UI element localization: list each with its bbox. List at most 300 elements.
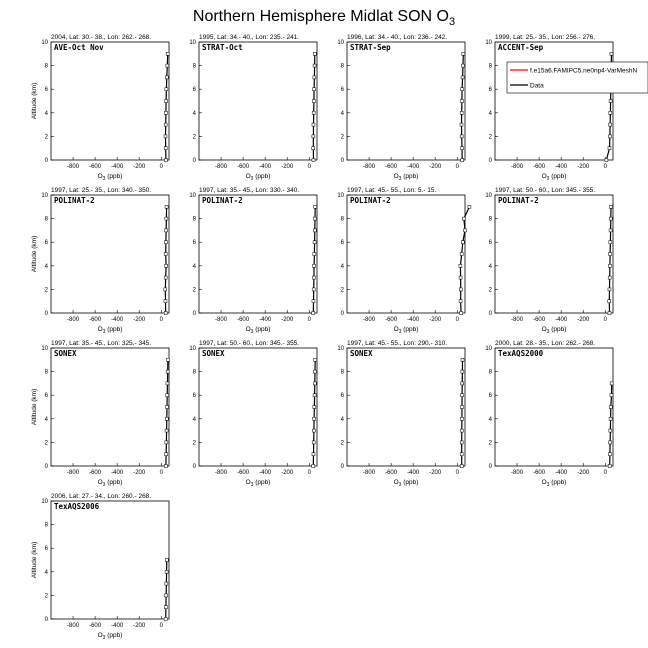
y-tick-label: 2 <box>44 440 48 447</box>
data-point <box>166 394 169 397</box>
panel-header: 1997, Lat: 45.- 55., Lon: 5.- 15. <box>347 187 437 194</box>
data-point <box>164 111 167 114</box>
x-tick-label: -400 <box>111 164 124 170</box>
y-tick-label: 8 <box>340 369 344 376</box>
data-point <box>609 100 612 103</box>
data-point <box>164 159 167 162</box>
y-tick-label: 6 <box>488 87 492 94</box>
y-tick-label: 0 <box>44 617 48 623</box>
x-tick-label: -400 <box>407 317 420 323</box>
data-point <box>609 417 612 420</box>
y-tick-label: 2 <box>44 287 48 294</box>
data-point <box>165 594 168 597</box>
x-axis-label: $O_3$ (ppb) <box>245 479 271 488</box>
data-point <box>460 417 463 420</box>
x-tick-label: 0 <box>159 317 163 323</box>
y-tick-label: 10 <box>485 193 492 199</box>
data-point <box>608 312 611 315</box>
data-point <box>312 429 315 432</box>
panel-header: 1995, Lat: 34.- 40., Lon: 235.- 241. <box>199 34 300 41</box>
data-point <box>313 406 316 409</box>
data-point <box>460 123 463 126</box>
panel-campaign-label: ACCENT-Sep <box>498 43 544 52</box>
y-tick-label: 8 <box>44 369 48 376</box>
x-tick-label: -800 <box>363 470 376 476</box>
x-tick-label: -800 <box>67 470 80 476</box>
y-tick-label: 10 <box>189 346 196 352</box>
data-point <box>164 606 167 609</box>
data-point <box>164 253 167 256</box>
data-point <box>460 429 463 432</box>
x-tick-label: -800 <box>67 623 80 629</box>
data-point <box>165 559 168 562</box>
x-tick-label: -200 <box>133 470 146 476</box>
panel-campaign-label: POLINAT-2 <box>350 196 391 205</box>
data-point <box>608 465 611 468</box>
data-point <box>459 288 462 291</box>
y-tick-label: 0 <box>44 464 48 470</box>
x-tick-label: -800 <box>511 317 524 323</box>
data-point <box>608 264 611 267</box>
panel-campaign-label: POLINAT-2 <box>498 196 539 205</box>
panel-9 <box>31 340 169 488</box>
data-point <box>459 264 462 267</box>
x-tick-label: 0 <box>455 164 459 170</box>
data-point <box>608 276 611 279</box>
x-tick-label: -600 <box>533 317 546 323</box>
data-point <box>460 312 463 315</box>
y-axis-label: Altitude (km) <box>31 541 38 579</box>
y-tick-label: 8 <box>192 63 196 70</box>
data-point <box>164 276 167 279</box>
x-tick-label: -800 <box>363 317 376 323</box>
y-tick-label: 4 <box>488 263 492 270</box>
x-tick-label: -600 <box>237 317 250 323</box>
y-tick-label: 4 <box>44 110 48 117</box>
panel-frame <box>495 42 613 160</box>
y-tick-label: 0 <box>192 158 196 164</box>
data-point <box>609 406 612 409</box>
data-point <box>608 300 611 303</box>
panel-header: 1997, Lat: 50.- 60., Lon: 345.- 355. <box>495 187 596 194</box>
data-point <box>460 135 463 138</box>
y-tick-label: 8 <box>488 369 492 376</box>
x-tick-label: -600 <box>385 470 398 476</box>
x-tick-label: -200 <box>577 164 590 170</box>
data-point <box>314 370 317 373</box>
x-tick-label: -600 <box>89 317 102 323</box>
data-point <box>166 406 169 409</box>
data-point <box>313 394 316 397</box>
data-point <box>609 441 612 444</box>
x-tick-label: -800 <box>215 164 228 170</box>
y-tick-label: 6 <box>44 87 48 94</box>
y-tick-label: 6 <box>488 240 492 247</box>
data-point <box>312 276 315 279</box>
data-line <box>165 207 166 313</box>
data-point <box>164 300 167 303</box>
panel-frame <box>51 195 169 313</box>
x-tick-label: -200 <box>577 317 590 323</box>
data-point <box>164 123 167 126</box>
x-tick-label: -400 <box>259 164 272 170</box>
data-point <box>164 618 167 621</box>
x-tick-label: -600 <box>89 623 102 629</box>
panel-frame <box>199 42 317 160</box>
x-tick-label: -200 <box>281 470 294 476</box>
y-tick-label: 2 <box>44 134 48 141</box>
panel-header: 1997, Lat: 35.- 45., Lon: 330.- 340. <box>199 187 300 194</box>
data-point <box>610 394 613 397</box>
y-tick-label: 10 <box>337 193 344 199</box>
data-line <box>462 54 464 160</box>
y-tick-label: 2 <box>340 440 344 447</box>
panel-3 <box>337 34 465 182</box>
x-tick-label: -400 <box>555 164 568 170</box>
data-point <box>165 453 168 456</box>
x-tick-label: 0 <box>307 470 311 476</box>
data-point <box>164 135 167 138</box>
data-point <box>312 111 315 114</box>
x-tick-label: 0 <box>159 164 163 170</box>
x-tick-label: 0 <box>455 317 459 323</box>
y-tick-label: 2 <box>488 440 492 447</box>
data-point <box>468 205 471 208</box>
y-tick-label: 2 <box>340 287 344 294</box>
x-axis-label: $O_3$ (ppb) <box>97 326 123 335</box>
data-point <box>166 52 169 55</box>
data-point <box>313 253 316 256</box>
x-tick-label: -200 <box>429 470 442 476</box>
data-point <box>312 441 315 444</box>
panel-header: 1997, Lat: 45.- 55., Lon: 290.- 310. <box>347 340 448 347</box>
panel-frame <box>347 348 465 466</box>
x-axis-label: $O_3$ (ppb) <box>541 173 567 182</box>
data-point <box>609 253 612 256</box>
y-tick-label: 10 <box>41 193 48 199</box>
x-tick-label: -600 <box>237 470 250 476</box>
y-tick-label: 4 <box>44 569 48 576</box>
panel-4 <box>485 34 648 182</box>
y-tick-label: 4 <box>44 263 48 270</box>
y-tick-label: 2 <box>488 134 492 141</box>
data-point <box>461 382 464 385</box>
x-tick-label: -800 <box>511 470 524 476</box>
y-tick-label: 8 <box>192 369 196 376</box>
x-tick-label: -200 <box>429 317 442 323</box>
panel-header: 1997, Lat: 25.- 35., Lon: 340.- 350. <box>51 187 152 194</box>
x-axis-label: $O_3$ (ppb) <box>245 326 271 335</box>
x-tick-label: -400 <box>259 470 272 476</box>
x-tick-label: 0 <box>603 164 607 170</box>
data-point <box>609 111 612 114</box>
data-point <box>165 229 168 232</box>
x-axis-label: $O_3$ (ppb) <box>393 173 419 182</box>
panel-frame <box>51 42 169 160</box>
x-tick-label: -800 <box>215 317 228 323</box>
data-point <box>605 159 608 162</box>
data-point <box>313 382 316 385</box>
panel-header: 2000, Lat: 28.- 35., Lon: 262.- 268. <box>495 340 596 347</box>
x-tick-label: -400 <box>555 317 568 323</box>
data-point <box>610 52 613 55</box>
panel-frame <box>347 195 465 313</box>
x-tick-label: -200 <box>133 164 146 170</box>
data-point <box>312 312 315 315</box>
y-tick-label: 0 <box>44 311 48 317</box>
data-line <box>313 207 315 313</box>
data-point <box>610 205 613 208</box>
panel-frame <box>51 348 169 466</box>
y-tick-label: 4 <box>340 110 344 117</box>
panel-campaign-label: POLINAT-2 <box>202 196 243 205</box>
data-point <box>461 76 464 79</box>
data-point <box>164 241 167 244</box>
data-point <box>313 88 316 91</box>
x-axis-label: $O_3$ (ppb) <box>97 173 123 182</box>
data-point <box>165 582 168 585</box>
data-point <box>164 147 167 150</box>
data-point <box>312 123 315 126</box>
x-tick-label: 0 <box>159 470 163 476</box>
data-point <box>312 465 315 468</box>
panel-header: 1996, Lat: 34.- 40., Lon: 236.- 242. <box>347 34 448 41</box>
y-tick-label: 2 <box>44 593 48 600</box>
panel-header: 2004, Lat: 30.- 38., Lon: 262.- 268. <box>51 34 152 41</box>
y-tick-label: 2 <box>340 134 344 141</box>
data-point <box>165 205 168 208</box>
panel-header: 1997, Lat: 50.- 60., Lon: 345.- 355. <box>199 340 300 347</box>
data-line <box>313 54 315 160</box>
data-point <box>165 100 168 103</box>
data-point <box>609 123 612 126</box>
data-point <box>313 264 316 267</box>
legend-label: Data <box>530 82 544 90</box>
panel-campaign-label: STRAT-Sep <box>350 43 391 52</box>
x-axis-label: $O_3$ (ppb) <box>245 173 271 182</box>
y-tick-label: 10 <box>337 346 344 352</box>
figure-title-text: Northern Hemisphere Midlat SON O <box>192 8 449 25</box>
data-line <box>609 207 611 313</box>
data-point <box>461 358 464 361</box>
data-point <box>313 229 316 232</box>
data-point <box>165 417 168 420</box>
data-point <box>165 88 168 91</box>
data-line <box>313 360 315 466</box>
data-point <box>165 441 168 444</box>
data-point <box>312 147 315 150</box>
x-tick-label: -400 <box>407 470 420 476</box>
panel-1 <box>31 34 169 182</box>
data-point <box>460 465 463 468</box>
y-tick-label: 6 <box>192 87 196 94</box>
x-tick-label: -800 <box>215 470 228 476</box>
x-tick-label: -600 <box>533 164 546 170</box>
data-point <box>165 570 168 573</box>
x-tick-label: -400 <box>407 164 420 170</box>
data-point <box>461 406 464 409</box>
x-tick-label: -200 <box>429 164 442 170</box>
data-point <box>164 312 167 315</box>
data-point <box>313 76 316 79</box>
y-tick-label: 4 <box>44 416 48 423</box>
panel-campaign-label: AVE-Oct Nov <box>54 43 104 52</box>
x-tick-label: -600 <box>89 470 102 476</box>
y-tick-label: 8 <box>488 63 492 70</box>
y-tick-label: 6 <box>340 240 344 247</box>
x-tick-label: -600 <box>89 164 102 170</box>
data-point <box>608 453 611 456</box>
data-point <box>460 441 463 444</box>
data-point <box>609 217 612 220</box>
panel-7 <box>337 187 471 335</box>
data-point <box>312 100 315 103</box>
data-point <box>312 300 315 303</box>
panel-6 <box>189 187 317 335</box>
data-point <box>461 88 464 91</box>
y-tick-label: 0 <box>340 311 344 317</box>
data-point <box>460 453 463 456</box>
y-tick-label: 0 <box>488 464 492 470</box>
x-axis-label: $O_3$ (ppb) <box>97 632 123 641</box>
y-tick-label: 10 <box>485 346 492 352</box>
data-point <box>313 64 316 67</box>
panel-campaign-label: SONEX <box>350 349 373 358</box>
data-point <box>464 229 467 232</box>
x-tick-label: 0 <box>455 470 459 476</box>
panel-2 <box>189 34 317 182</box>
data-point <box>312 288 315 291</box>
y-tick-label: 0 <box>192 311 196 317</box>
y-axis-label: Altitude (km) <box>31 235 38 273</box>
y-tick-label: 10 <box>485 40 492 46</box>
y-tick-label: 8 <box>192 216 196 223</box>
data-point <box>462 64 465 67</box>
y-tick-label: 10 <box>41 346 48 352</box>
y-tick-label: 4 <box>192 110 196 117</box>
y-tick-label: 8 <box>44 216 48 223</box>
x-tick-label: -400 <box>259 317 272 323</box>
data-point <box>461 241 464 244</box>
x-tick-label: 0 <box>159 623 163 629</box>
y-tick-label: 0 <box>192 464 196 470</box>
y-tick-label: 6 <box>488 393 492 400</box>
y-tick-label: 0 <box>488 158 492 164</box>
x-tick-label: -600 <box>385 317 398 323</box>
data-point <box>459 300 462 303</box>
panel-frame <box>51 501 169 619</box>
y-tick-label: 8 <box>340 63 344 70</box>
y-tick-label: 10 <box>41 40 48 46</box>
y-tick-label: 4 <box>488 416 492 423</box>
data-point <box>165 429 168 432</box>
y-tick-label: 2 <box>192 440 196 447</box>
x-tick-label: -200 <box>133 623 146 629</box>
x-axis-label: $O_3$ (ppb) <box>541 326 567 335</box>
data-point <box>165 264 168 267</box>
x-axis-label: $O_3$ (ppb) <box>393 326 419 335</box>
legend-label: f.e15a6.FAMIPC5.ne0np4-VarMeshN <box>530 67 638 75</box>
y-tick-label: 4 <box>192 416 196 423</box>
x-tick-label: -600 <box>237 164 250 170</box>
data-point <box>608 135 611 138</box>
x-tick-label: -200 <box>133 317 146 323</box>
data-point <box>460 111 463 114</box>
panel-campaign-label: SONEX <box>54 349 77 358</box>
y-tick-label: 6 <box>340 393 344 400</box>
y-tick-label: 6 <box>44 546 48 553</box>
y-tick-label: 6 <box>44 240 48 247</box>
data-point <box>166 370 169 373</box>
data-point <box>462 217 465 220</box>
data-point <box>609 241 612 244</box>
y-tick-label: 0 <box>340 464 344 470</box>
x-tick-label: -800 <box>67 164 80 170</box>
data-point <box>608 147 611 150</box>
data-point <box>312 135 315 138</box>
y-tick-label: 6 <box>44 393 48 400</box>
x-tick-label: -200 <box>281 317 294 323</box>
data-point <box>609 429 612 432</box>
y-tick-label: 6 <box>192 393 196 400</box>
y-tick-label: 10 <box>337 40 344 46</box>
data-point <box>608 288 611 291</box>
x-tick-label: -400 <box>111 623 124 629</box>
x-tick-label: -400 <box>111 470 124 476</box>
data-point <box>610 382 613 385</box>
x-axis-label: $O_3$ (ppb) <box>97 479 123 488</box>
panel-frame <box>347 42 465 160</box>
data-point <box>166 382 169 385</box>
figure-title-subscript: 3 <box>448 16 456 29</box>
y-tick-label: 2 <box>192 134 196 141</box>
y-tick-label: 8 <box>488 216 492 223</box>
y-tick-label: 0 <box>488 311 492 317</box>
y-tick-label: 2 <box>192 287 196 294</box>
y-tick-label: 10 <box>41 499 48 505</box>
data-point <box>609 229 612 232</box>
data-point <box>165 217 168 220</box>
panel-campaign-label: POLINAT-2 <box>54 196 95 205</box>
data-point <box>461 394 464 397</box>
y-tick-label: 4 <box>340 263 344 270</box>
data-point <box>461 147 464 150</box>
panel-8 <box>485 187 613 335</box>
panel-header: 2006, Lat: 27.- 34., Lon: 260.- 268. <box>51 493 152 500</box>
x-tick-label: -600 <box>533 470 546 476</box>
x-tick-label: -600 <box>385 164 398 170</box>
x-tick-label: -800 <box>511 164 524 170</box>
panel-10 <box>189 340 317 488</box>
panel-11 <box>337 340 465 488</box>
data-point <box>462 52 465 55</box>
data-point <box>314 358 317 361</box>
y-axis-label: Altitude (km) <box>31 82 38 120</box>
data-point <box>459 276 462 279</box>
y-tick-label: 4 <box>192 263 196 270</box>
panel-header: 1999, Lat: 25.- 35., Lon: 256.- 276. <box>495 34 596 41</box>
x-tick-label: -400 <box>555 470 568 476</box>
x-tick-label: -800 <box>67 317 80 323</box>
panel-campaign-label: TexAQS2006 <box>54 502 100 511</box>
data-point <box>165 76 168 79</box>
data-point <box>460 100 463 103</box>
panel-frame <box>199 348 317 466</box>
x-tick-label: 0 <box>307 317 311 323</box>
y-tick-label: 10 <box>189 40 196 46</box>
data-line <box>166 360 168 466</box>
panel-campaign-label: STRAT-Oct <box>202 43 243 52</box>
